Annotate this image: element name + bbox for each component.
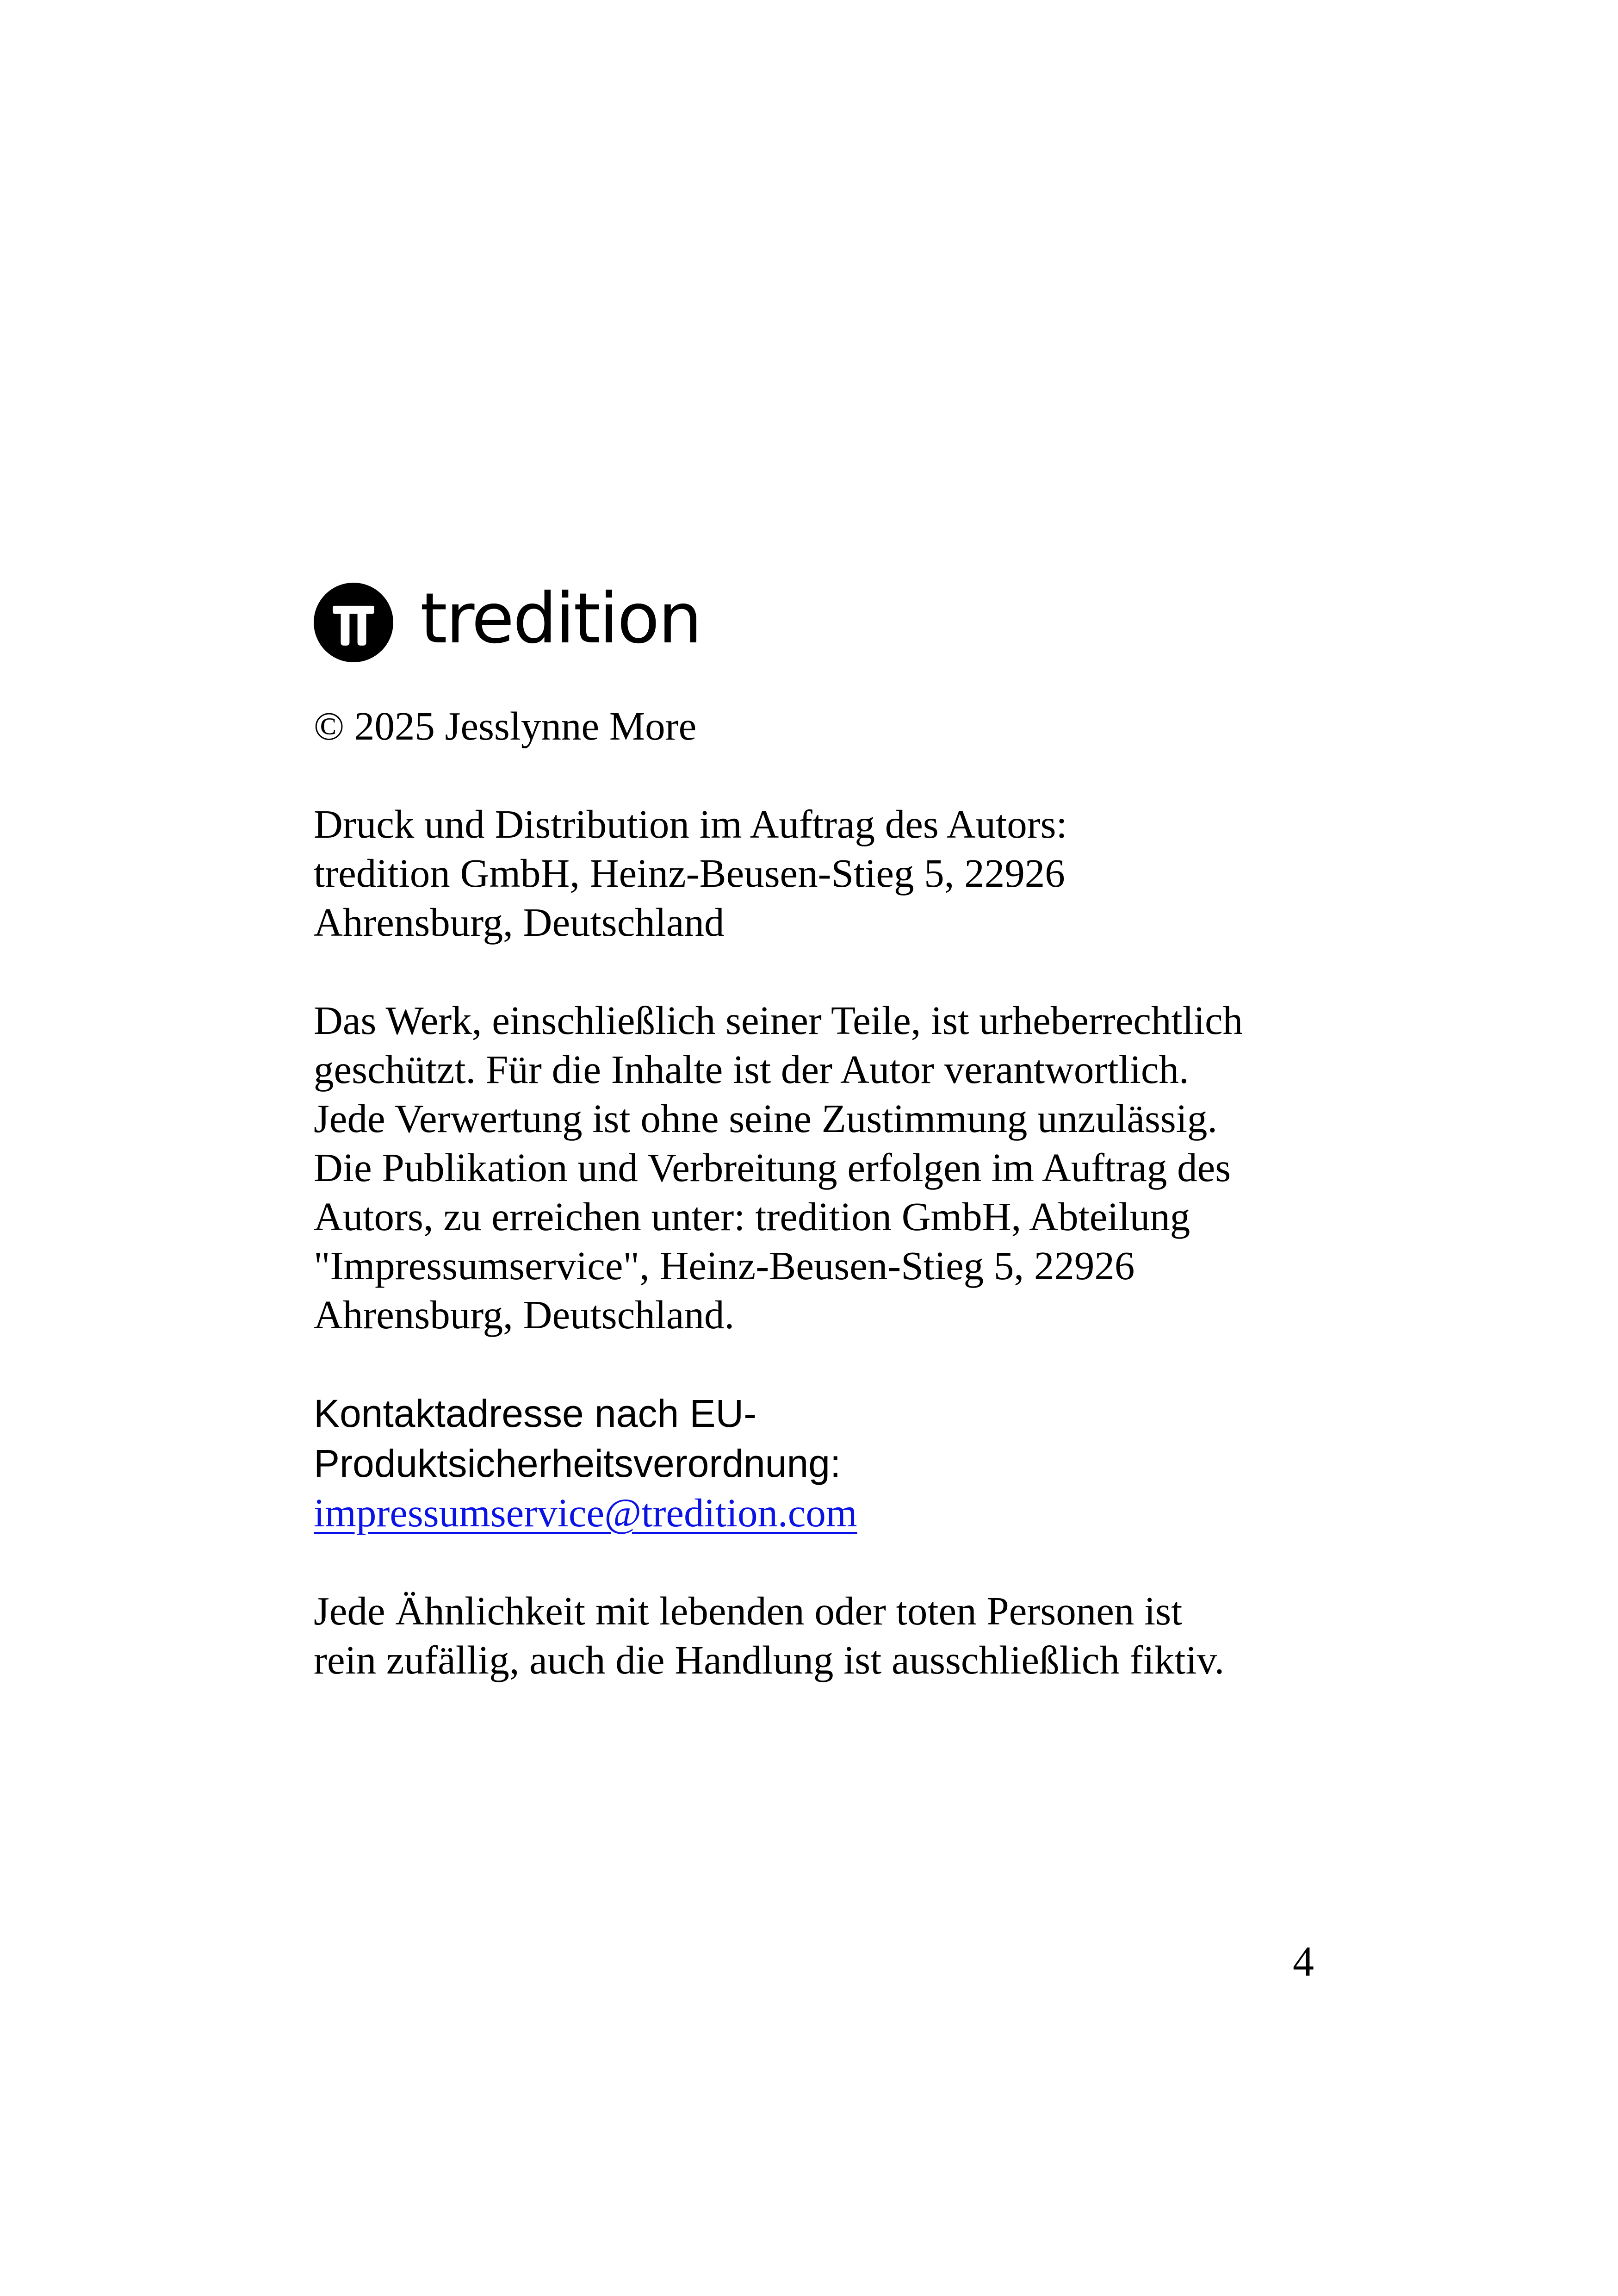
contact-line: Produktsicherheitsverordnung:: [314, 1442, 841, 1485]
imprint-content: [314, 702, 1359, 1685]
rights-line: Die Publikation und Verbreitung erfolgen im Auftrag des: [314, 1145, 1231, 1190]
rights-block: [314, 996, 1359, 1339]
contact-block: [314, 1388, 1359, 1537]
rights-line: Das Werk, einschließlich seiner Teile, ist urheberrechtlich: [314, 998, 1243, 1043]
publisher-line: Ahrensburg, Deutschland: [314, 900, 725, 945]
page-number: 4: [1293, 1938, 1314, 1985]
rights-line: Jede Verwertung ist ohne seine Zustimmung unzulässig.: [314, 1096, 1218, 1141]
publisher-line: tredition GmbH, Heinz-Beusen-Stieg 5, 22926: [314, 851, 1065, 896]
spacer: [314, 751, 1359, 800]
contact-line: Kontaktadresse nach EU-: [314, 1392, 757, 1435]
contact-email-line: [314, 1488, 1359, 1537]
tredition-logo-icon: [314, 583, 393, 662]
contact-email-link[interactable]: impressumservice@tredition.com: [314, 1490, 857, 1535]
rights-line: "Impressumservice", Heinz-Beusen-Stieg 5, 22926: [314, 1243, 1135, 1288]
copyright-line: © 2025 Jesslynne More: [314, 703, 697, 748]
disclaimer-block: [314, 1587, 1359, 1685]
rights-line: Autors, zu erreichen unter: tredition GmbH, Abteilung: [314, 1194, 1190, 1239]
disclaimer-line: rein zufällig, auch die Handlung ist ausschließlich fiktiv.: [314, 1637, 1225, 1682]
spacer: [314, 1537, 1359, 1587]
publisher-block: [314, 800, 1359, 947]
disclaimer-line: Jede Ähnlichkeit mit lebenden oder toten Personen ist: [314, 1588, 1183, 1633]
publisher-logo: [314, 581, 701, 664]
spacer: [314, 1339, 1359, 1388]
spacer: [314, 947, 1359, 996]
publisher-line: Druck und Distribution im Auftrag des Autors:: [314, 802, 1067, 846]
logo-wordmark: tredition: [420, 579, 701, 659]
rights-line: Ahrensburg, Deutschland.: [314, 1292, 735, 1337]
rights-line: geschützt. Für die Inhalte ist der Autor verantwortlich.: [314, 1047, 1189, 1092]
